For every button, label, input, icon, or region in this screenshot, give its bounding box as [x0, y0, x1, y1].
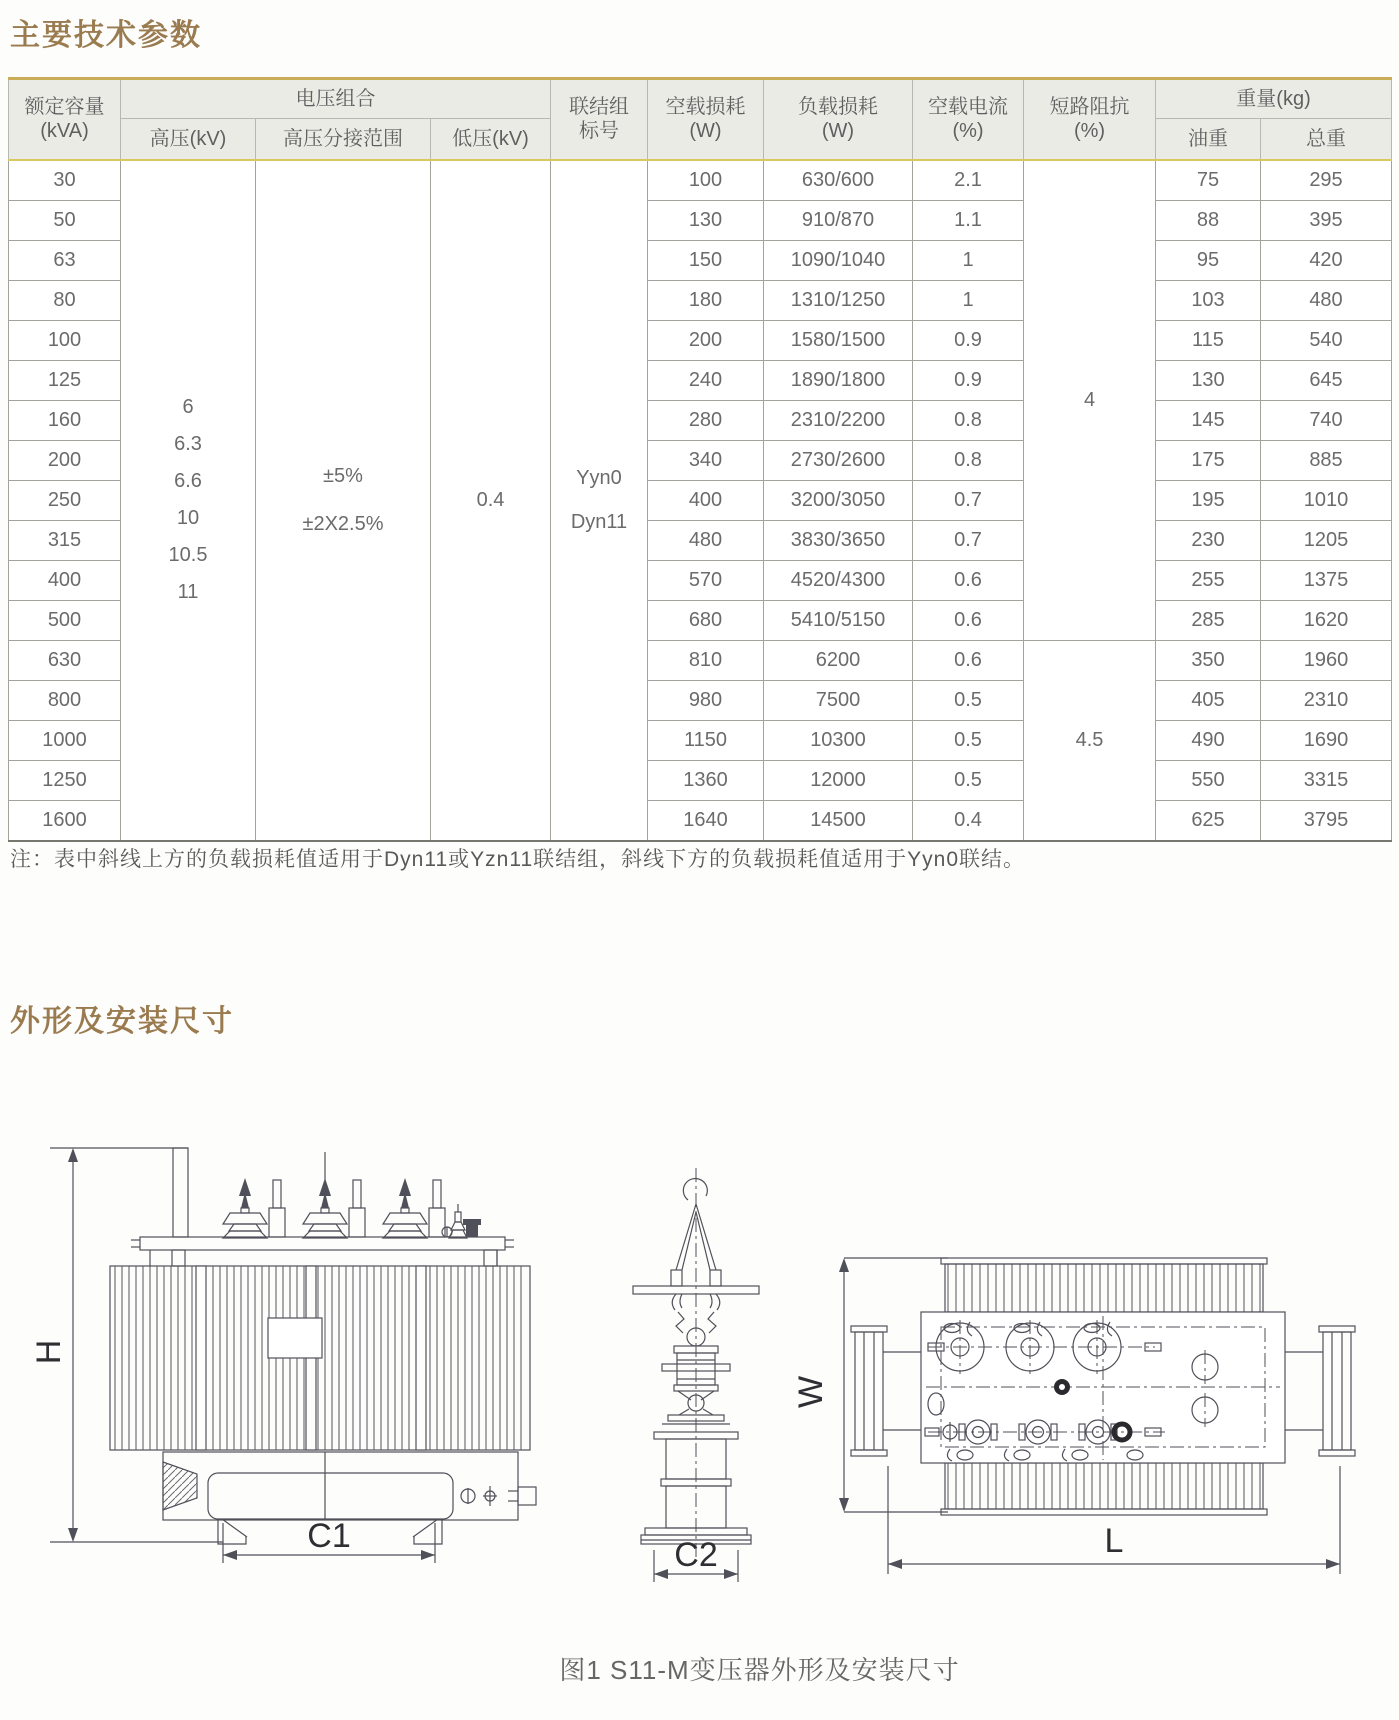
cell-load-loss: 3200/3050: [764, 480, 913, 520]
table-row: [9, 160, 1392, 201]
col-header-noload-loss: [648, 79, 764, 160]
cell-total-weight: 395: [1261, 200, 1392, 240]
cell-oil-weight: 95: [1156, 240, 1261, 280]
cell-noload-current: 1.1: [913, 200, 1024, 240]
cell-vector-merged: [551, 160, 648, 841]
col-header-capacity: [9, 79, 121, 160]
cell-capacity: 800: [9, 680, 121, 720]
figure-caption: 图1 S11-M变压器外形及安装尺寸: [559, 1655, 960, 1685]
spec-table-body: [9, 160, 1392, 841]
cell-oil-weight: 103: [1156, 280, 1261, 320]
cell-noload-current: 0.6: [913, 640, 1024, 680]
col-header-capacity-label: 额定容量: [24, 96, 105, 119]
cell-oil-weight: 405: [1156, 680, 1261, 720]
dim-label-w: W: [792, 1375, 830, 1409]
col-header-vector-group: [551, 79, 648, 160]
cell-oil-weight: 230: [1156, 520, 1261, 560]
cell-noload-loss: 180: [648, 280, 764, 320]
cell-noload-loss: 200: [648, 320, 764, 360]
cell-capacity: 630: [9, 640, 121, 680]
cell-noload-current: 0.5: [913, 680, 1024, 720]
cell-noload-current: 0.4: [913, 800, 1024, 841]
cell-noload-loss: 680: [648, 600, 764, 640]
col-header-noload-current: [913, 79, 1024, 160]
cell-total-weight: 1205: [1261, 520, 1392, 560]
cell-noload-current: 0.7: [913, 520, 1024, 560]
col-header-voltage-combo: 电压组合: [121, 79, 551, 119]
cell-noload-loss: 810: [648, 640, 764, 680]
cell-total-weight: 3315: [1261, 760, 1392, 800]
col-header-total-weight: 总重: [1261, 119, 1392, 160]
cell-impedance-group1: 4: [1024, 160, 1156, 641]
cell-oil-weight: 75: [1156, 160, 1261, 201]
cell-oil-weight: 130: [1156, 360, 1261, 400]
cell-total-weight: 1010: [1261, 480, 1392, 520]
cell-total-weight: 540: [1261, 320, 1392, 360]
cell-noload-loss: 150: [648, 240, 764, 280]
cell-oil-weight: 350: [1156, 640, 1261, 680]
cell-hv-merged-value: 6.6: [174, 470, 202, 492]
cell-capacity: 1600: [9, 800, 121, 841]
cell-total-weight: 480: [1261, 280, 1392, 320]
cell-hv-merged-value: 6.3: [174, 433, 202, 455]
cell-oil-weight: 255: [1156, 560, 1261, 600]
cell-noload-current: 0.8: [913, 440, 1024, 480]
col-header-load-loss: [764, 79, 913, 160]
cell-hv-merged: [121, 160, 256, 841]
cell-tap-merged-value: ±5%: [323, 465, 363, 487]
cell-hv-merged-value: 11: [177, 581, 199, 603]
cell-capacity: 400: [9, 560, 121, 600]
cell-noload-loss: 100: [648, 160, 764, 201]
col-header-capacity-unit: (kVA): [40, 120, 89, 143]
cell-capacity: 200: [9, 440, 121, 480]
cell-capacity: 50: [9, 200, 121, 240]
cell-load-loss: 2310/2200: [764, 400, 913, 440]
cell-capacity: 100: [9, 320, 121, 360]
cell-noload-loss: 400: [648, 480, 764, 520]
cell-vector-merged-value: Yyn0: [576, 467, 622, 489]
dim-label-c1: C1: [307, 1517, 351, 1555]
cell-noload-current: 1: [913, 280, 1024, 320]
cell-noload-current: 1: [913, 240, 1024, 280]
cell-capacity: 1250: [9, 760, 121, 800]
col-header-noload-current-unit: (%): [952, 120, 984, 143]
col-header-load-loss-unit: (W): [821, 120, 855, 143]
col-header-impedance: [1024, 79, 1156, 160]
cell-noload-loss: 280: [648, 400, 764, 440]
cell-load-loss: 1090/1040: [764, 240, 913, 280]
cell-total-weight: 420: [1261, 240, 1392, 280]
cell-load-loss: 630/600: [764, 160, 913, 201]
col-header-tap-range: 高压分接范围: [256, 119, 431, 160]
col-header-impedance-unit: (%): [1073, 120, 1106, 143]
cell-vector-merged-value: Dyn11: [570, 511, 628, 533]
cell-noload-loss: 570: [648, 560, 764, 600]
cell-noload-current: 0.6: [913, 600, 1024, 640]
section-title-dimensions: 外形及安装尺寸: [10, 1005, 234, 1038]
cell-tap-merged: [256, 160, 431, 841]
cell-noload-current: 0.6: [913, 560, 1024, 600]
col-header-noload-loss-label: 空载损耗: [665, 96, 746, 119]
cell-oil-weight: 550: [1156, 760, 1261, 800]
front-view-drawing: [30, 1148, 536, 1563]
col-header-noload-loss-unit: (W): [689, 120, 722, 143]
cell-load-loss: 12000: [764, 760, 913, 800]
cell-total-weight: 1960: [1261, 640, 1392, 680]
cell-noload-current: 0.8: [913, 400, 1024, 440]
col-header-weight: 重量(kg): [1156, 79, 1392, 119]
col-header-hv: 高压(kV): [121, 119, 256, 160]
cell-noload-current: 0.5: [913, 720, 1024, 760]
cell-noload-loss: 480: [648, 520, 764, 560]
cell-total-weight: 1375: [1261, 560, 1392, 600]
cell-oil-weight: 490: [1156, 720, 1261, 760]
cell-total-weight: 1620: [1261, 600, 1392, 640]
dim-label-l: L: [1104, 1522, 1124, 1560]
cell-noload-loss: 130: [648, 200, 764, 240]
dim-label-c2: C2: [674, 1536, 718, 1574]
cell-load-loss: 6200: [764, 640, 913, 680]
cell-capacity: 250: [9, 480, 121, 520]
col-header-lv: 低压(kV): [431, 119, 551, 160]
cell-total-weight: 645: [1261, 360, 1392, 400]
cell-total-weight: 885: [1261, 440, 1392, 480]
side-view-drawing: [633, 1168, 759, 1582]
cell-load-loss: 1580/1500: [764, 320, 913, 360]
cell-total-weight: 3795: [1261, 800, 1392, 841]
section-title-parameters: 主要技术参数: [10, 19, 202, 52]
cell-lv-merged: 0.4: [431, 160, 551, 841]
cell-noload-current: 0.5: [913, 760, 1024, 800]
cell-noload-current: 0.7: [913, 480, 1024, 520]
cell-oil-weight: 285: [1156, 600, 1261, 640]
cell-total-weight: 740: [1261, 400, 1392, 440]
cell-total-weight: 295: [1261, 160, 1392, 201]
cell-noload-loss: 1640: [648, 800, 764, 841]
col-header-vector-l2: 标号: [579, 120, 619, 143]
col-header-load-loss-label: 负载损耗: [798, 96, 878, 119]
cell-noload-loss: 1150: [648, 720, 764, 760]
cell-capacity: 63: [9, 240, 121, 280]
cell-oil-weight: 195: [1156, 480, 1261, 520]
col-header-noload-current-label: 空载电流: [928, 96, 1008, 119]
cell-noload-current: 2.1: [913, 160, 1024, 201]
dimension-drawings: [0, 1040, 1399, 1720]
table-footnote: 注：表中斜线上方的负载损耗值适用于Dyn11或Yzn11联结组，斜线下方的负载损耗值适用于Yyn0联结。: [10, 848, 1025, 871]
cell-load-loss: 3830/3650: [764, 520, 913, 560]
cell-total-weight: 1690: [1261, 720, 1392, 760]
cell-noload-loss: 340: [648, 440, 764, 480]
cell-oil-weight: 88: [1156, 200, 1261, 240]
cell-noload-loss: 1360: [648, 760, 764, 800]
cell-hv-merged-value: 10.5: [168, 544, 208, 566]
cell-load-loss: 14500: [764, 800, 913, 841]
cell-load-loss: 7500: [764, 680, 913, 720]
cell-hv-merged-value: 6: [182, 396, 194, 418]
top-view-drawing: [792, 1258, 1355, 1574]
cell-capacity: 30: [9, 160, 121, 201]
cell-load-loss: 4520/4300: [764, 560, 913, 600]
col-header-impedance-label: 短路阻抗: [1049, 96, 1130, 119]
cell-load-loss: 10300: [764, 720, 913, 760]
cell-load-loss: 2730/2600: [764, 440, 913, 480]
cell-tap-merged-value: ±2X2.5%: [302, 513, 384, 535]
cell-oil-weight: 115: [1156, 320, 1261, 360]
cell-capacity: 1000: [9, 720, 121, 760]
cell-capacity: 500: [9, 600, 121, 640]
cell-capacity: 80: [9, 280, 121, 320]
cell-impedance-group2: 4.5: [1024, 640, 1156, 841]
cell-load-loss: 1310/1250: [764, 280, 913, 320]
cell-capacity: 125: [9, 360, 121, 400]
col-header-vector-l1: 联结组: [569, 96, 629, 119]
cell-load-loss: 5410/5150: [764, 600, 913, 640]
col-header-oil-weight: 油重: [1156, 119, 1261, 160]
cell-noload-current: 0.9: [913, 320, 1024, 360]
cell-capacity: 315: [9, 520, 121, 560]
cell-load-loss: 910/870: [764, 200, 913, 240]
cell-hv-merged-value: 10: [176, 507, 200, 529]
dim-label-h: H: [30, 1339, 68, 1365]
cell-oil-weight: 625: [1156, 800, 1261, 841]
cell-oil-weight: 145: [1156, 400, 1261, 440]
cell-load-loss: 1890/1800: [764, 360, 913, 400]
cell-capacity: 160: [9, 400, 121, 440]
spec-table: [8, 77, 1392, 842]
cell-oil-weight: 175: [1156, 440, 1261, 480]
cell-noload-loss: 240: [648, 360, 764, 400]
cell-total-weight: 2310: [1261, 680, 1392, 720]
cell-noload-loss: 980: [648, 680, 764, 720]
cell-noload-current: 0.9: [913, 360, 1024, 400]
